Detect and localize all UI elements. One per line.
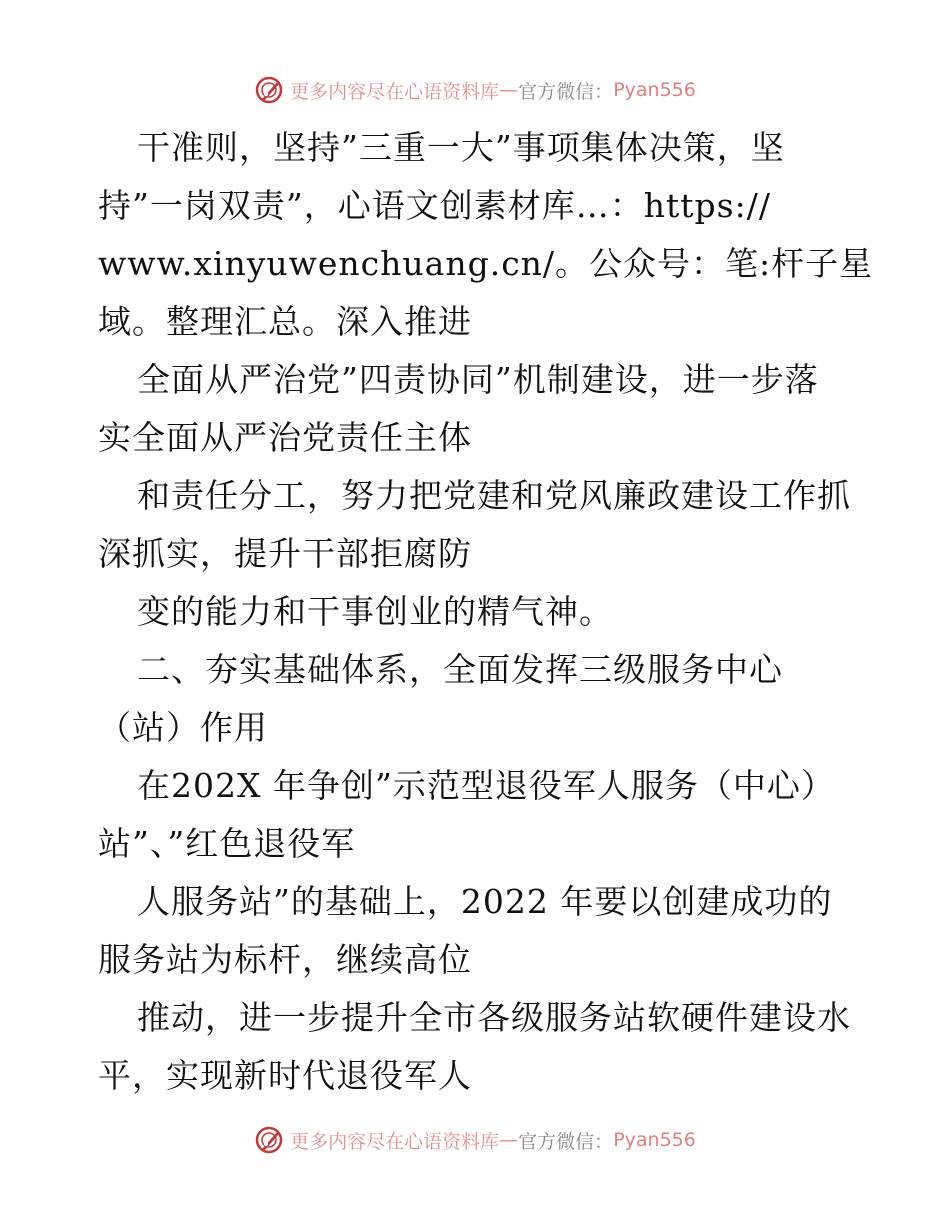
text-line: 实全面从严治党责任主体	[98, 418, 472, 457]
footer-watermark	[0, 1120, 950, 1160]
watermark-wechat-label: 官方微信：	[518, 80, 614, 103]
text-line: 站”、”红色退役军	[98, 824, 356, 863]
text-line: 在202X 年争创”示范型退役军人服务（中心）	[137, 766, 835, 805]
watermark-wechat-id: Pyan556	[613, 79, 696, 101]
header-watermark	[0, 70, 950, 110]
text-line: 平，实现新时代退役军人	[98, 1056, 472, 1095]
pen-logo-icon	[254, 1125, 284, 1155]
text-line: 变的能力和干事创业的精气神。	[137, 592, 613, 631]
text-line: 持”一岗双责”，心语文创素材库…：https://	[98, 186, 771, 225]
section-heading: （站）作用	[98, 708, 268, 747]
text-line: 人服务站”的基础上，2022 年要以创建成功的	[137, 882, 833, 921]
watermark-text: 更多内容尽在心语资料库	[290, 1130, 500, 1153]
text-line: 服务站为标杆，继续高位	[98, 940, 472, 979]
watermark-dash: —	[499, 79, 519, 101]
text-line: 深抓实，提升干部拒腐防	[98, 534, 472, 573]
text-line: 干准则，坚持”三重一大”事项集体决策，坚	[137, 128, 785, 167]
section-heading: 二、夯实基础体系，全面发挥三级服务中心	[137, 650, 783, 689]
text-line: www.xinyuwenchuang.cn/。公众号：笔:杆子星	[98, 244, 874, 283]
text-line: 和责任分工，努力把党建和党风廉政建设工作抓	[137, 476, 851, 515]
watermark-text: 更多内容尽在心语资料库	[290, 80, 500, 103]
watermark-wechat-id: Pyan556	[613, 1129, 696, 1151]
pen-logo-icon	[254, 75, 284, 105]
watermark-dash: —	[499, 1129, 519, 1151]
text-line: 推动，进一步提升全市各级服务站软硬件建设水	[137, 998, 851, 1037]
watermark-wechat-label: 官方微信：	[518, 1130, 614, 1153]
text-line: 域。整理汇总。深入推进	[98, 302, 472, 341]
text-line: 全面从严治党”四责协同”机制建设，进一步落	[137, 360, 819, 399]
